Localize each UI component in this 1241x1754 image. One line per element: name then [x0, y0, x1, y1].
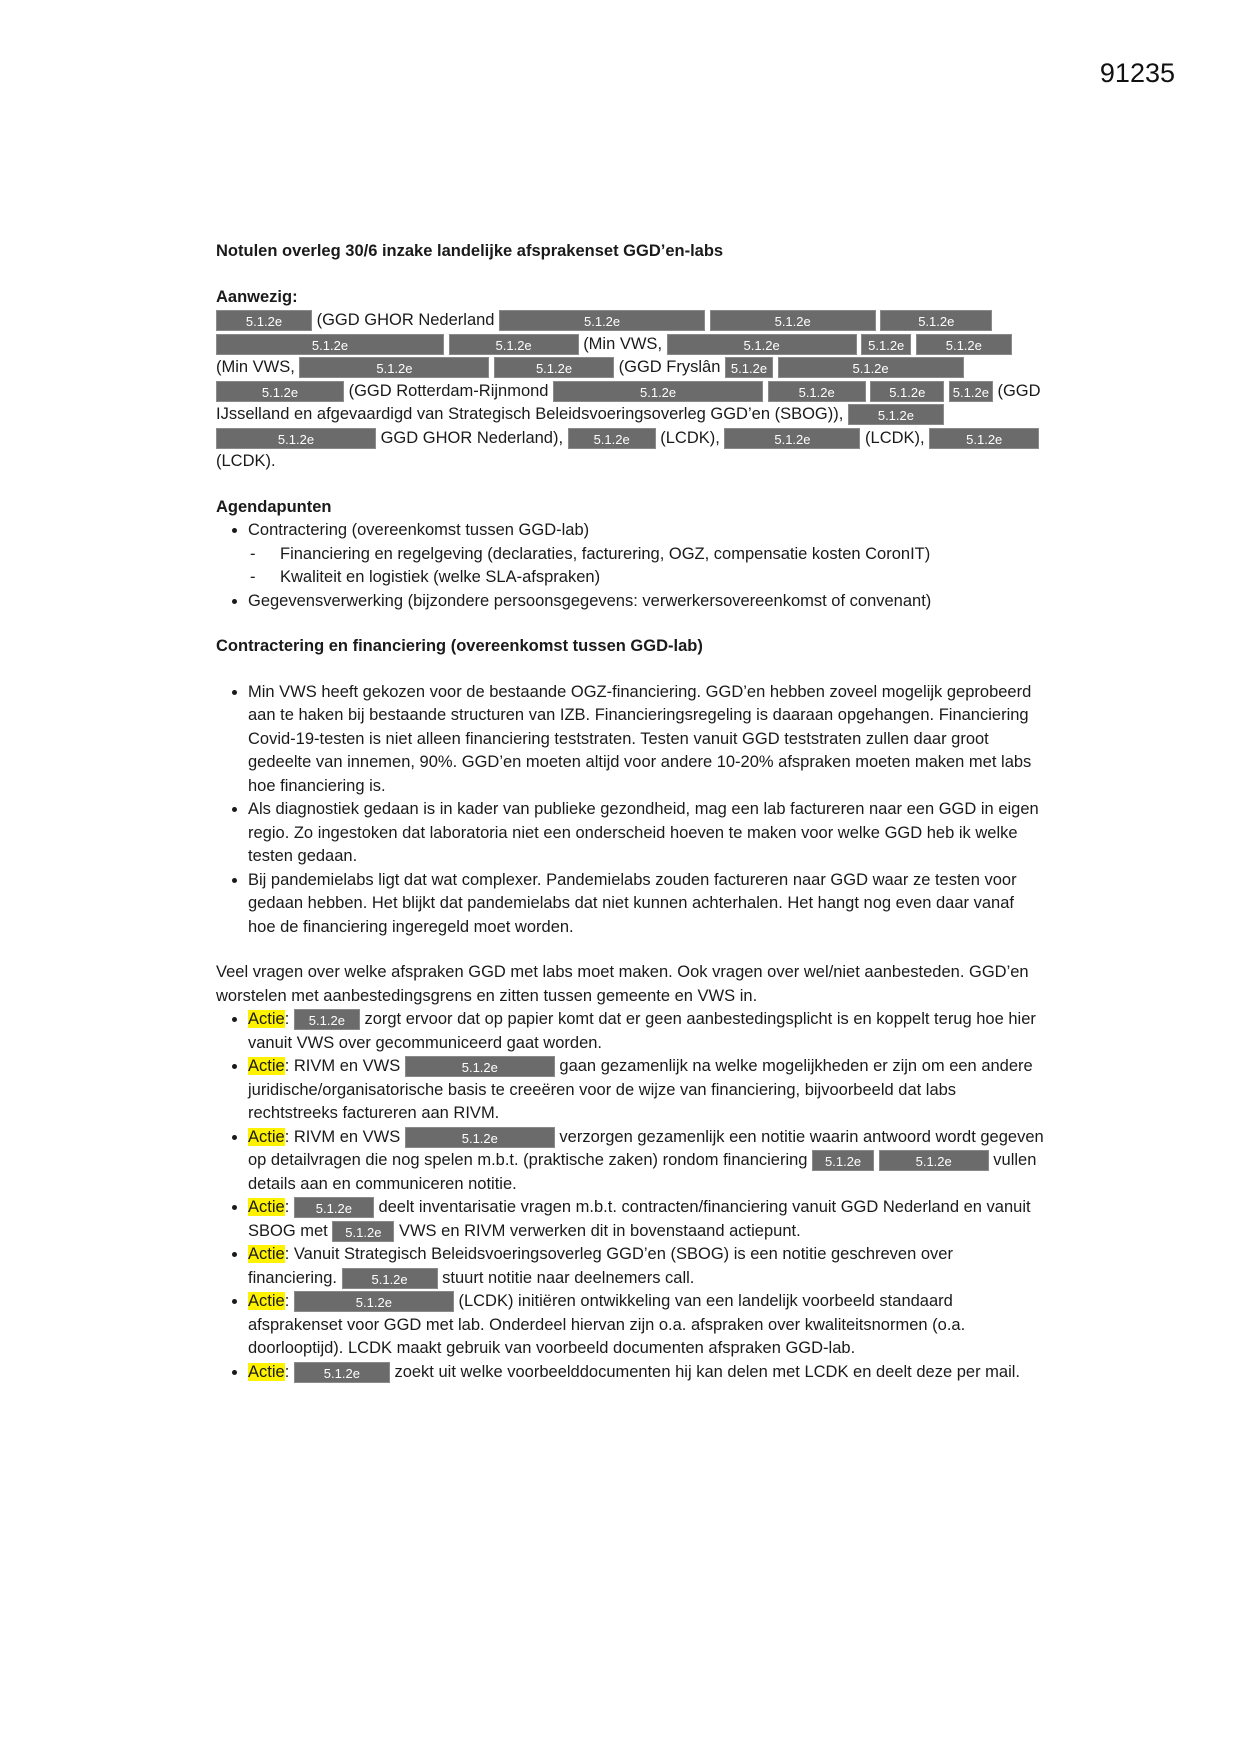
minutes-content — [216, 240, 1046, 1384]
attendees-heading: Aanwezig: — [216, 287, 298, 306]
redaction-box: 5.1.2e — [216, 334, 444, 355]
agenda-subitem: - Kwaliteit en logistiek (welke SLA-afspraken) — [280, 566, 1046, 590]
attendee-affiliation: (GGD IJsselland en afgevaardigd van Strategisch Beleidsvoeringsoverleg — [216, 381, 1041, 423]
redaction-box: 5.1.2e — [553, 381, 763, 402]
redaction-box: 5.1.2e — [216, 381, 344, 402]
attendee-affiliation: GGD’en (SBOG)), — [710, 405, 844, 423]
redaction-box: 5.1.2e — [294, 1197, 374, 1218]
redaction-box: 5.1.2e — [879, 1150, 989, 1171]
attendee-affiliation: (GGD Rotterdam-Rijnmond — [348, 381, 549, 400]
redaction-box: 5.1.2e — [710, 310, 876, 331]
section-paragraph: Veel vragen over welke afspraken GGD met labs moet maken. Ook vragen over wel/niet aanbesteden. GGD’en worstelen met aanbestedingsgrens en zitten tussen gemeente en VWS in. — [216, 963, 1029, 1005]
bullet-item: • Bij pandemielabs ligt dat wat complexer. Pandemielabs zouden factureren naar GGD waar ze testen voor gedaan hebben. Het blijkt dat pandemielabs dat niet kunnen achterhalen. Het hangt nog even daar vanaf hoe de financiering ingeregeld moet worden. — [248, 869, 1046, 940]
redaction-box: 5.1.2e — [848, 404, 944, 425]
bullet-item: • Als diagnostiek gedaan is in kader van publieke gezondheid, mag een lab factureren naar een GGD in eigen regio. Zo ingestoken dat laboratoria niet een onderscheid hoeven te maken voor welke GGD heb ik welke testen gedaan. — [248, 798, 1046, 869]
attendee-affiliation: (LCDK), — [865, 428, 925, 447]
redaction-box: 5.1.2e — [916, 334, 1012, 355]
document-title: Notulen overleg 30/6 inzake landelijke afsprakenset GGD’en-labs — [216, 242, 724, 260]
redaction-box: 5.1.2e — [294, 1291, 454, 1312]
agenda-list — [216, 519, 1046, 613]
redaction-box: 5.1.2e — [667, 334, 857, 355]
agenda-item: • Gegevensverwerking (bijzondere persoonsgegevens: verwerkersovereenkomst of convenant) — [248, 590, 1046, 614]
action-label: Actie — [248, 1010, 285, 1028]
redaction-box: 5.1.2e — [929, 428, 1039, 449]
action-item: • Actie: 5.1.2e zorgt ervoor dat op papier komt dat er geen aanbestedingsplicht is en koppelt terug hoe hier vanuit VWS over gecommuniceerd gaat worden. — [248, 1008, 1046, 1055]
action-item: • Actie: 5.1.2e (LCDK) initiëren ontwikkeling van een landelijk voorbeeld standaard afsprakenset voor GGD met lab. Onderdeel hiervan zijn o.a. afspraken over kwaliteitsnormen (o.a. doorlooptijd). LCDK maakt gebruik van voorbeeld documenten afspraken GGD-lab. — [248, 1290, 1046, 1361]
agenda-item: • Contractering (overeenkomst tussen GGD-lab) - Financiering en regelgeving (declaraties, facturering, OGZ, compensatie kosten CoronIT) - Kwaliteit en logistiek (welke SLA-afspraken) — [248, 519, 1046, 590]
action-list — [216, 1008, 1046, 1384]
redaction-box: 5.1.2e — [494, 357, 614, 378]
attendee-affiliation: (LCDK). — [216, 452, 276, 470]
redaction-box: 5.1.2e — [499, 310, 705, 331]
redaction-box: 5.1.2e — [332, 1221, 394, 1242]
document-number: 91235 — [1099, 58, 1175, 88]
redaction-box: 5.1.2e — [342, 1268, 438, 1289]
bullet-item: • Min VWS heeft gekozen voor de bestaande OGZ-financiering. GGD’en hebben zoveel mogelijk geprobeerd aan te haken bij bestaande structuren van IZB. Financieringsregeling is daaraan opgehangen. Financiering Covid-19-testen is niet alleen financiering teststraten. Testen vanuit GGD teststraten zullen daar groot gedeelte van innemen, 90%. GGD’en moeten altijd voor andere 10-20% afspraken moeten maken met labs hoe financiering is. — [248, 681, 1046, 799]
redaction-box: 5.1.2e — [778, 357, 964, 378]
attendee-affiliation: GGD GHOR Nederland), — [380, 428, 564, 447]
redaction-box: 5.1.2e — [812, 1150, 874, 1171]
redaction-box: 5.1.2e — [299, 357, 489, 378]
agenda-sublist — [248, 543, 1046, 590]
redaction-box: 5.1.2e — [725, 357, 773, 378]
section-bullets — [216, 681, 1046, 940]
redaction-box: 5.1.2e — [294, 1009, 360, 1030]
action-label: Actie — [248, 1362, 285, 1381]
redaction-box: 5.1.2e — [216, 428, 376, 449]
redaction-box: 5.1.2e — [724, 428, 860, 449]
redaction-box: 5.1.2e — [449, 334, 579, 355]
action-label: Actie — [248, 1292, 285, 1310]
agenda-heading: Agendapunten — [216, 497, 332, 516]
agenda-subitem: - Financiering en regelgeving (declaraties, facturering, OGZ, compensatie kosten CoronIT) — [280, 543, 1046, 567]
redaction-box: 5.1.2e — [294, 1362, 390, 1383]
action-item: • Actie: RIVM en VWS 5.1.2e gaan gezamenlijk na welke mogelijkheden er zijn om een andere juridische/organisatorische basis te creeëren voor de wijze van financiering, bijvoorbeeld dat labs rechtstreeks factureren aan RIVM. — [248, 1055, 1046, 1126]
action-item: • Actie: 5.1.2e deelt inventarisatie vragen m.b.t. contracten/financiering vanuit GGD Nederland en vanuit SBOG met 5.1.2e VWS en RIVM verwerken dit in bovenstaand actiepunt. — [248, 1196, 1046, 1243]
redaction-box: 5.1.2e — [568, 428, 656, 449]
redaction-box: 5.1.2e — [870, 381, 944, 402]
redaction-box: 5.1.2e — [216, 310, 312, 331]
action-label: Actie — [248, 1057, 285, 1075]
action-label: Actie — [248, 1245, 285, 1263]
action-label: Actie — [248, 1127, 285, 1146]
attendees-list — [216, 309, 1046, 474]
attendee-affiliation: (GGD GHOR Nederland — [316, 311, 495, 329]
attendee-affiliation: (LCDK), — [660, 428, 720, 447]
action-label: Actie — [248, 1198, 285, 1216]
redaction-box: 5.1.2e — [405, 1056, 555, 1077]
redaction-box: 5.1.2e — [405, 1127, 555, 1148]
redaction-box: 5.1.2e — [768, 381, 866, 402]
action-item: • Actie: Vanuit Strategisch Beleidsvoeringsoverleg GGD’en (SBOG) is een notitie geschreven over financiering. 5.1.2e stuurt notitie naar deelnemers call. — [248, 1243, 1046, 1290]
attendee-affiliation: (GGD Fryslân — [618, 358, 721, 376]
redaction-box: 5.1.2e — [949, 381, 993, 402]
redaction-box: 5.1.2e — [861, 334, 911, 355]
redaction-box: 5.1.2e — [880, 310, 992, 331]
action-item: • Actie: RIVM en VWS 5.1.2e verzorgen gezamenlijk een notitie waarin antwoord wordt gegeven op detailvragen die nog spelen m.b.t. (praktische zaken) rondom financiering 5.1.2e 5.1.2e vullen details aan en communiceren notitie. — [248, 1126, 1046, 1197]
attendee-affiliation: (Min VWS, — [216, 358, 295, 376]
section-heading: Contractering en financiering (overeenkomst tussen GGD-lab) — [216, 637, 703, 655]
attendee-affiliation: (Min VWS, — [583, 334, 663, 353]
action-item: • Actie: 5.1.2e zoekt uit welke voorbeelddocumenten hij kan delen met LCDK en deelt deze per mail. — [248, 1361, 1046, 1385]
